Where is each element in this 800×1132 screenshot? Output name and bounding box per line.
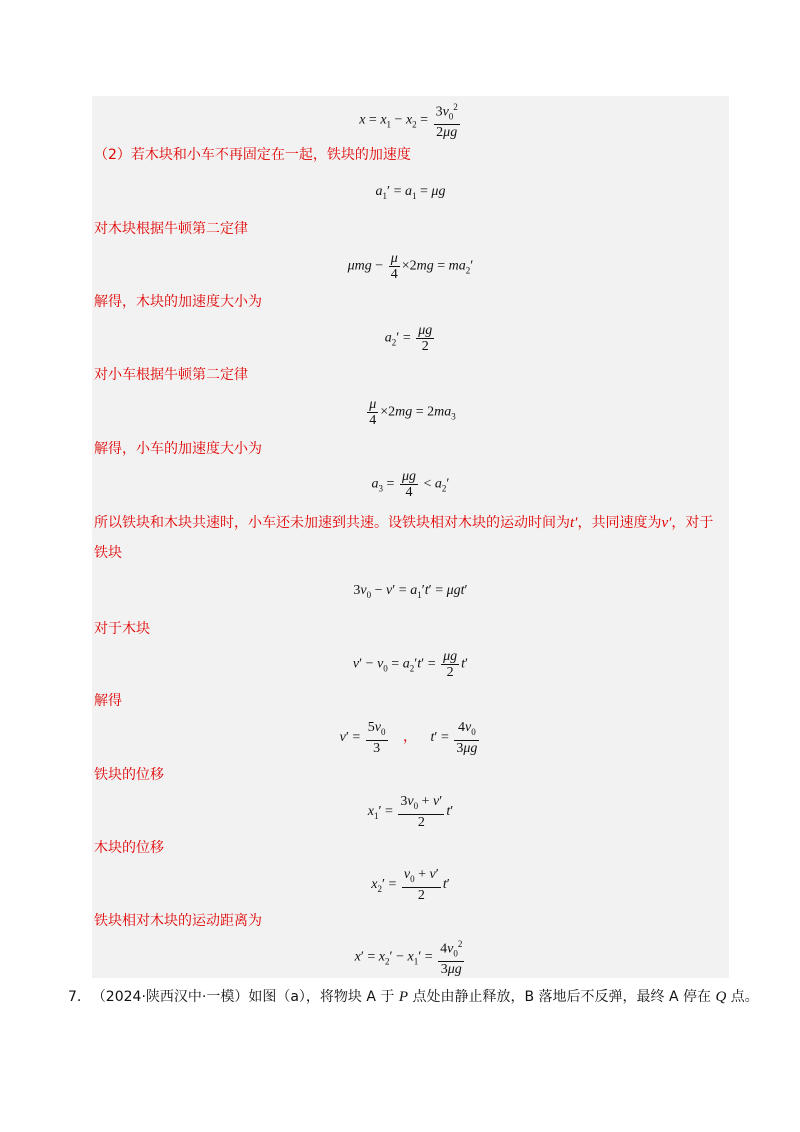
for-block-text: 对于木块 — [94, 621, 150, 637]
iron-text: 铁块 — [94, 545, 122, 561]
common-speed-part1: 所以铁块和木块共速时，小车还未加速到共速。设铁块相对木块的运动时间为 — [94, 515, 570, 531]
common-speed-part2: ，共同速度为 — [577, 515, 662, 531]
equation-x1: $x_1'$ = $\frac{3v_0 + v'}{2}$ t′ — [367, 794, 454, 830]
equation-block-newton: μmg − $\frac{\mu}{4}$ $\times 2mg = ma_2'$ — [347, 251, 474, 282]
question-text-c: 点。 — [726, 989, 759, 1005]
part2-intro: （2）若木块和小车不再固定在一起，铁块的加速度 — [94, 147, 411, 163]
cart-accel-text: 解得，小车的加速度大小为 — [94, 441, 262, 457]
question-number: 7. — [68, 989, 82, 1005]
question-source: （2024·陕西汉中·一模） — [91, 989, 249, 1005]
question-text-a: 如图（a），将物块 A 于 — [248, 989, 399, 1005]
solve-text: 解得 — [94, 693, 122, 709]
block-newton-text: 对木块根据牛顿第二定律 — [94, 221, 248, 237]
equation-a1: $a_1' = a_1 = \mu g$ — [375, 184, 446, 201]
rel-disp-text: 铁块相对木块的运动距离为 — [94, 913, 262, 929]
equation-x: $x = x_1 - x_2$ = $\frac{3v_0^2}{2\mu g}$ — [359, 102, 458, 141]
equation-a2: $a_2'$ = $\frac{\mu g}{2}$ — [384, 323, 433, 354]
point-q: Q — [715, 989, 727, 1005]
cart-newton-text: 对小车根据牛顿第二定律 — [94, 367, 248, 383]
question-text-b: 点处由静止释放，B 落地后不反弹，最终 A 停在 — [408, 989, 716, 1005]
block-disp-text: 木块的位移 — [94, 840, 164, 856]
equation-rel-disp: $x' = x_2' - x_1'$ = $\frac{4v_0^2}{3\mu g}$ — [354, 939, 463, 978]
equation-block-speed: $v' - v_0 = a_2't'$ = $\frac{\mu g}{2}$ t′ — [352, 649, 469, 680]
common-speed-text: 所以铁块和木块共速时，小车还未加速到共速。设铁块相对木块的运动时间为t′，共同速度为v′，对于 — [94, 515, 714, 531]
equation-a3: $a_3$ = $\frac{\mu g}{4}$ < $a_2'$ — [371, 469, 450, 500]
equation-solutions: v′ = $\frac{5v_0}{3}$ ， t′ = $\frac{4v_0}{3\mu g}$ — [339, 720, 478, 756]
equation-cart-newton: $\frac{\mu}{4}$ $\times 2mg = 2ma_3$ — [369, 397, 456, 428]
block-accel-text: 解得，木块的加速度大小为 — [94, 294, 262, 310]
equation-x2: $x_2'$ = $\frac{v_0 + v'}{2}$ t′ — [371, 867, 450, 903]
iron-disp-text: 铁块的位移 — [94, 767, 164, 783]
question-7 — [68, 986, 759, 1006]
common-speed-part3: ，对于 — [671, 515, 714, 531]
equation-iron-speed: $3v_0 - v' = a_1't' = \mu gt'$ — [353, 583, 468, 600]
point-p: P — [398, 989, 409, 1005]
